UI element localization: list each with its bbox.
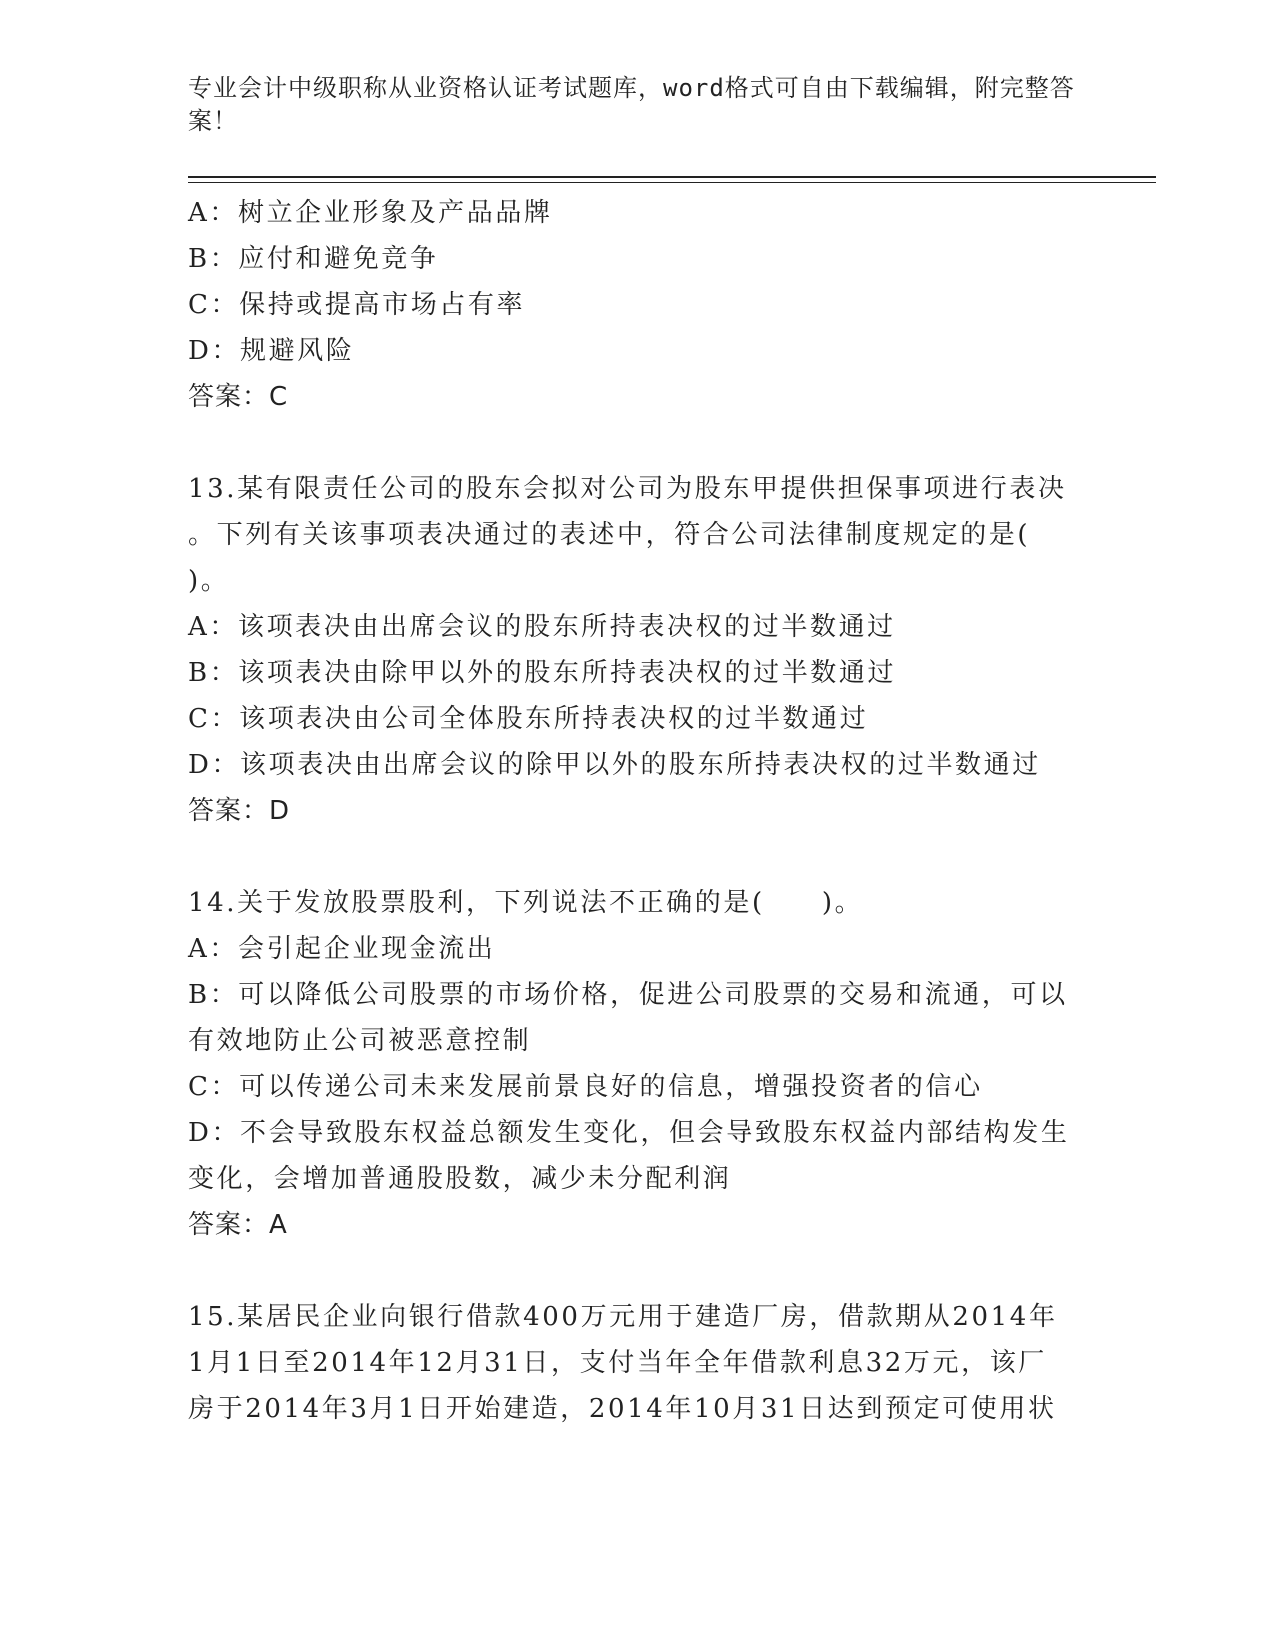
option-c: C：可以传递公司未来发展前景良好的信息，增强投资者的信心: [188, 1072, 983, 1102]
question-13: [188, 466, 1088, 834]
question-stem: 房于2014年3月1日开始建造，2014年10月31日达到预定可使用状: [188, 1394, 1057, 1424]
spacer: [188, 1248, 1088, 1294]
document-header: [188, 72, 1075, 138]
answer: 答案：D: [188, 796, 291, 826]
spacer: [188, 834, 1088, 880]
option-d: D：规避风险: [188, 336, 355, 366]
option-a: A：树立企业形象及产品品牌: [188, 198, 553, 228]
option-d-continued: 变化，会增加普通股股数，减少未分配利润: [188, 1164, 732, 1194]
option-a: A：该项表决由出席会议的股东所持表决权的过半数通过: [188, 612, 896, 642]
option-b-continued: 有效地防止公司被恶意控制: [188, 1026, 532, 1056]
option-c: C：保持或提高市场占有率: [188, 290, 526, 320]
option-d: D：不会导致股东权益总额发生变化，但会导致股东权益内部结构发生: [188, 1118, 1070, 1148]
header-divider-thin: [188, 182, 1156, 183]
answer: 答案：A: [188, 1210, 288, 1240]
question-stem: 。下列有关该事项表决通过的表述中，符合公司法律制度规定的是(: [188, 520, 1031, 550]
answer: 答案：C: [188, 382, 289, 412]
option-d: D：该项表决由出席会议的除甲以外的股东所持表决权的过半数通过: [188, 750, 1041, 780]
header-divider-thick: [188, 176, 1156, 178]
option-b: B：应付和避免竞争: [188, 244, 439, 274]
option-b: B：可以降低公司股票的市场价格，促进公司股票的交易和流通，可以: [188, 980, 1068, 1010]
header-line-1: 专业会计中级职称从业资格认证考试题库，word格式可自由下载编辑，附完整答: [188, 74, 1075, 102]
spacer: [188, 420, 1088, 466]
option-a: A：会引起企业现金流出: [188, 934, 496, 964]
question-stem: 1月1日至2014年12月31日，支付当年全年借款利息32万元，该厂: [188, 1348, 1047, 1378]
option-b: B：该项表决由除甲以外的股东所持表决权的过半数通过: [188, 658, 897, 688]
question-stem: 15.某居民企业向银行借款400万元用于建造厂房，借款期从2014年: [188, 1302, 1058, 1332]
document-body: [188, 190, 1088, 1432]
header-line-2: 案！: [188, 107, 238, 135]
question-12: [188, 190, 1088, 420]
question-15: [188, 1294, 1088, 1432]
question-stem: 13.某有限责任公司的股东会拟对公司为股东甲提供担保事项进行表决: [188, 474, 1067, 504]
question-stem: 14.关于发放股票股利，下列说法不正确的是( )。: [188, 888, 864, 918]
question-14: [188, 880, 1088, 1248]
question-stem: )。: [188, 566, 230, 596]
option-c: C：该项表决由公司全体股东所持表决权的过半数通过: [188, 704, 869, 734]
